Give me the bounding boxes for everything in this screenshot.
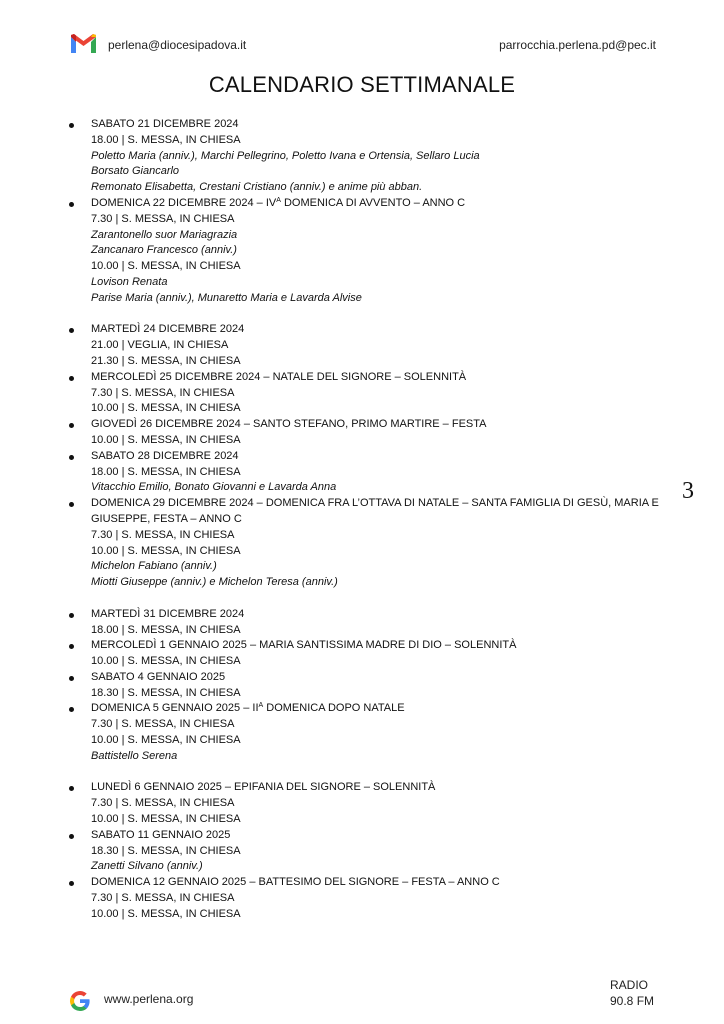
intention-line: Zancanaro Francesco (anniv.) <box>91 244 237 257</box>
intention-line: Zarantonello suor Mariagrazia <box>91 228 238 241</box>
calendar-entry <box>91 828 663 875</box>
google-icon <box>69 990 91 1012</box>
bullet-icon <box>69 202 74 207</box>
entry-heading: DOMENICA 29 DICEMBRE 2024 – DOMENICA FRA L’OTTAVA DI NATALE – SANTA FAMIGLIA DI GESÙ, MARIA E GIUSEPPE, FESTA – ANNO C <box>91 497 659 525</box>
mass-time-line: 18.00 | S. MESSA, IN CHIESA <box>91 623 241 636</box>
calendar-entry <box>91 449 663 496</box>
mass-time-line: 21.00 | VEGLIA, IN CHIESA <box>91 339 229 352</box>
mass-time-line: 10.00 | S. MESSA, IN CHIESA <box>91 260 241 273</box>
header-pec-email[interactable]: parrocchia.perlena.pd@pec.it <box>499 38 656 52</box>
calendar-entry <box>91 196 663 307</box>
footer-radio <box>610 977 654 1009</box>
bullet-icon <box>69 455 74 460</box>
radio-label: RADIO <box>610 978 649 992</box>
intention-line: Michelon Fabiano (anniv.) <box>91 560 217 573</box>
mass-time-line: 10.00 | S. MESSA, IN CHIESA <box>91 813 241 826</box>
intention-line: Vitacchio Emilio, Bonato Giovanni e Lavarda Anna <box>91 481 337 494</box>
calendar-entry <box>91 496 663 591</box>
section-gap <box>91 591 663 607</box>
entry-heading: SABATO 21 DICEMBRE 2024 <box>91 118 239 130</box>
bullet-icon <box>69 707 74 712</box>
intention-line: Borsato Giancarlo <box>91 165 180 178</box>
intention-line: Parise Maria (anniv.), Munaretto Maria e Lavarda Alvise <box>91 291 362 304</box>
calendar-entry <box>91 322 663 369</box>
page-header <box>70 34 656 58</box>
bullet-icon <box>69 328 74 333</box>
mass-time-line: 10.00 | S. MESSA, IN CHIESA <box>91 402 241 415</box>
mass-time-line: 7.30 | S. MESSA, IN CHIESA <box>91 718 235 731</box>
mass-time-line: 7.30 | S. MESSA, IN CHIESA <box>91 528 235 541</box>
mass-time-line: 7.30 | S. MESSA, IN CHIESA <box>91 212 235 225</box>
intention-line: Zanetti Silvano (anniv.) <box>91 860 203 873</box>
mass-time-line: 10.00 | S. MESSA, IN CHIESA <box>91 734 241 747</box>
calendar-entry <box>91 780 663 827</box>
bullet-icon <box>69 881 74 886</box>
footer-website[interactable]: www.perlena.org <box>104 992 194 1006</box>
bullet-icon <box>69 376 74 381</box>
calendar-entry <box>91 701 663 764</box>
intention-line: Remonato Elisabetta, Crestani Cristiano (anniv.) e anime più abban. <box>91 181 423 194</box>
bullet-icon <box>69 423 74 428</box>
intention-line: Miotti Giuseppe (anniv.) e Michelon Teresa (anniv.) <box>91 576 338 589</box>
entry-heading: DOMENICA 5 GENNAIO $2025 - II^A$ DOMENICA DOPO NATALE <box>91 702 405 715</box>
calendar-entry <box>91 875 663 922</box>
entry-heading: SABATO 28 DICEMBRE 2024 <box>91 449 239 462</box>
mass-time-line: 18.30 | S. MESSA, IN CHIESA <box>91 686 241 699</box>
mass-time-line: 10.00 | S. MESSA, IN CHIESA <box>91 907 241 920</box>
calendar-entry <box>91 638 663 670</box>
entry-heading: MERCOLEDÌ 1 GENNAIO 2025 – MARIA SANTISSIMA MADRE DI DIO – SOLENNITÀ <box>91 639 517 652</box>
mass-time-line: 10.00 | S. MESSA, IN CHIESA <box>91 544 241 557</box>
entry-heading: GIOVEDÌ 26 DICEMBRE 2024 – SANTO STEFANO, PRIMO MARTIRE – FESTA <box>91 418 487 431</box>
entry-heading: DOMENICA 12 GENNAIO 2025 – BATTESIMO DEL SIGNORE – FESTA – ANNO C <box>91 876 500 889</box>
intention-line: Battistello Serena <box>91 749 178 762</box>
entry-heading: SABATO 11 GENNAIO 2025 <box>91 828 231 841</box>
entry-heading: MARTEDÌ 31 DICEMBRE 2024 <box>91 607 245 620</box>
bullet-icon <box>69 676 74 681</box>
entry-heading: LUNEDÌ 6 GENNAIO 2025 – EPIFANIA DEL SIGNORE – SOLENNITÀ <box>91 781 436 794</box>
mass-time-line: 21.30 | S. MESSA, IN CHIESA <box>91 354 241 367</box>
mass-time-line: 18.30 | S. MESSA, IN CHIESA <box>91 844 241 857</box>
page-title: CALENDARIO SETTIMANALE <box>208 72 516 97</box>
calendar-list <box>91 117 663 923</box>
page-number: 3 <box>682 478 694 504</box>
entry-heading: SABATO 4 GENNAIO 2025 <box>91 670 226 683</box>
calendar-entry <box>91 117 663 196</box>
bullet-icon <box>69 613 74 618</box>
calendar-entry <box>91 417 663 449</box>
entry-heading: DOMENICA 22 DICEMBRE $2024 - IV^A$ DOMENICA DI AVVENTO – ANNO C <box>91 196 466 209</box>
mass-time-line: 7.30 | S. MESSA, IN CHIESA <box>91 892 235 905</box>
calendar-entry <box>91 670 663 702</box>
bullet-icon <box>69 644 74 649</box>
intention-line: Lovison Renata <box>91 275 168 288</box>
bullet-icon <box>69 123 74 128</box>
bullet-icon <box>69 502 74 507</box>
entry-heading: MERCOLEDÌ 25 DICEMBRE 2024 – NATALE DEL SIGNORE – SOLENNITÀ <box>91 370 467 383</box>
header-email[interactable]: perlena@diocesipadova.it <box>108 38 247 52</box>
section-gap <box>91 765 663 781</box>
mass-time-line: 18.00 | S. MESSA, IN CHIESA <box>91 465 241 478</box>
mass-time-line: 10.00 | S. MESSA, IN CHIESA <box>91 433 241 446</box>
bullet-icon <box>69 786 74 791</box>
section-gap <box>91 307 663 323</box>
bullet-icon <box>69 834 74 839</box>
gmail-icon <box>70 34 97 54</box>
mass-time-line: 18.00 | S. MESSA, IN CHIESA <box>91 133 241 146</box>
radio-frequency: 90.8 FM <box>610 994 655 1008</box>
mass-time-line: 7.30 | S. MESSA, IN CHIESA <box>91 797 235 810</box>
mass-time-line: 10.00 | S. MESSA, IN CHIESA <box>91 655 241 668</box>
entry-heading: MARTEDÌ 24 DICEMBRE 2024 <box>91 323 245 336</box>
calendar-entry <box>91 370 663 417</box>
mass-time-line: 7.30 | S. MESSA, IN CHIESA <box>91 386 235 399</box>
calendar-entry <box>91 607 663 639</box>
intention-line: Poletto Maria (anniv.), Marchi Pellegrino, Poletto Ivana e Ortensia, Sellaro Lucia <box>91 149 480 162</box>
